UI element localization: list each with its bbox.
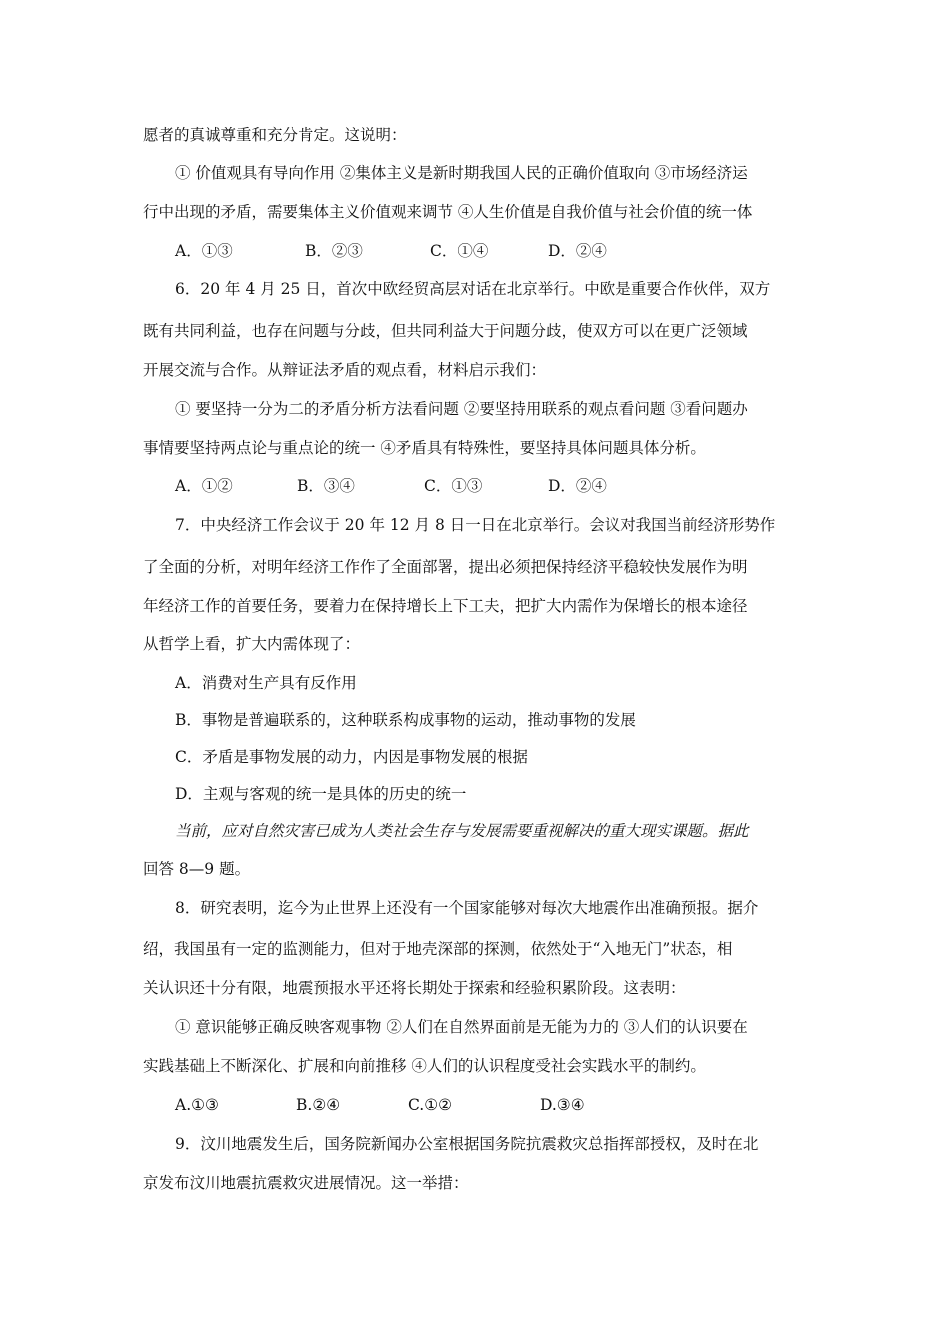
q7-option-a: A．消费对生产具有反作用 [175,674,357,692]
group-intro-line1: 当前，应对自然灾害已成为人类社会生存与发展需要重视解决的重大现实课题。据此 [175,822,749,840]
q6-statements-line1: ① 要坚持一分为二的矛盾分析方法看问题 ②要坚持用联系的观点看问题 ③看问题办 [175,400,748,418]
option-a: A.①③ [175,1096,219,1114]
q8-statements-line2: 实践基础上不断深化、扩展和向前推移 ④人们的认识程度受社会实践水平的制约。 [143,1057,706,1075]
option-a: A．①③ [175,242,233,260]
q7-stem-line3: 年经济工作的首要任务，要着力在保持增长上下工夫，把扩大内需作为保增长的根本途径 [143,597,748,615]
option-b: B．②③ [305,242,363,260]
q7-option-d: D．主观与客观的统一是具体的历史的统一 [175,785,467,803]
option-a: A．①② [175,477,233,495]
q9-stem-line1: 9．汶川地震发生后，国务院新闻办公室根据国务院抗震救灾总指挥部授权，及时在北 [175,1135,759,1153]
q6-stem-line2: 既有共同利益，也存在问题与分歧，但共同利益大于问题分歧，使双方可以在更广泛领域 [143,322,748,340]
q8-options [175,1094,811,1116]
q7-option-c: C．矛盾是事物发展的动力，内因是事物发展的根据 [175,748,528,766]
q8-stem-line3: 关认识还十分有限，地震预报水平还将长期处于探索和经验积累阶段。这表明： [143,979,686,997]
q6-options [175,475,811,497]
q8-stem-line2: 绍，我国虽有一定的监测能力，但对于地壳深部的探测，依然处于“入地无门”状态，相 [143,940,733,958]
q5-stem-end: 愿者的真诚尊重和充分肯定。这说明： [143,126,407,144]
option-d: D．②④ [548,242,607,260]
q7-option-b: B．事物是普遍联系的，这种联系构成事物的运动，推动事物的发展 [175,711,636,729]
option-d: D．②④ [548,477,607,495]
q7-stem-line2: 了全面的分析，对明年经济工作作了全面部署，提出必须把保持经济平稳较快发展作为明 [143,558,748,576]
q5-options [175,240,811,262]
q6-stem-line1: 6．20 年 4 月 25 日，首次中欧经贸高层对话在北京举行。中欧是重要合作伙伴，双方 [175,280,771,298]
q8-stem-line1: 8．研究表明，迄今为止世界上还没有一个国家能够对每次大地震作出准确预报。据介 [175,899,759,917]
q5-statements-line2: 行中出现的矛盾，需要集体主义价值观来调节 ④人生价值是自我价值与社会价值的统一体 [143,203,753,221]
option-d: D.③④ [540,1096,585,1114]
q7-stem-line4: 从哲学上看，扩大内需体现了： [143,635,361,653]
option-b: B.②④ [296,1096,341,1114]
q7-stem-line1: 7．中央经济工作会议于 20 年 12 月 8 日一日在北京举行。会议对我国当前经济形势作 [175,516,776,534]
q6-stem-line3: 开展交流与合作。从辩证法矛盾的观点看，材料启示我们： [143,361,547,379]
group-intro-line2: 回答 8—9 题。 [143,860,251,878]
q9-stem-line2: 京发布汶川地震抗震救灾进展情况。这一举措： [143,1174,469,1192]
option-b: B．③④ [297,477,355,495]
option-c: C．①③ [424,477,483,495]
option-c: C．①④ [430,242,489,260]
option-c: C.①② [408,1096,453,1114]
q8-statements-line1: ① 意识能够正确反映客观事物 ②人们在自然界面前是无能为力的 ③人们的认识要在 [175,1018,748,1036]
q5-statements-line1: ① 价值观具有导向作用 ②集体主义是新时期我国人民的正确价值取向 ③市场经济运 [175,164,748,182]
q6-statements-line2: 事情要坚持两点论与重点论的统一 ④矛盾具有特殊性，要坚持具体问题具体分析。 [143,439,706,457]
